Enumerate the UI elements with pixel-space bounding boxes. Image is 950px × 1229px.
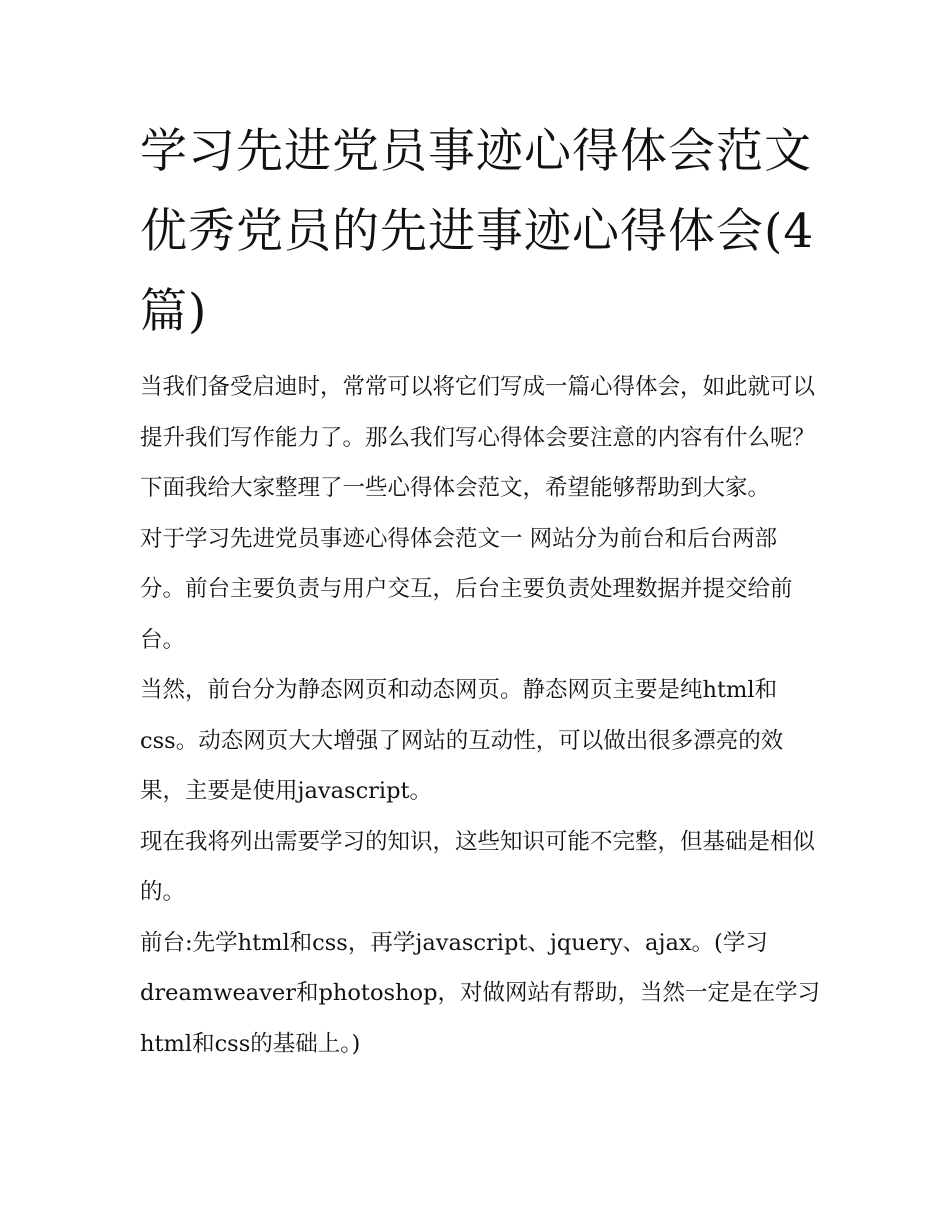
document-title: 学习先进党员事迹心得体会范文 优秀党员的先进事迹心得体会(4篇) <box>140 124 815 339</box>
paragraph-static-dynamic: 当然，前台分为静态网页和动态网页。静态网页主要是纯html和css。动态网页大大增强了网站的互动性，可以做出很多漂亮的效果，主要是使用javascript。 <box>140 677 784 804</box>
paragraph-frontend-backend: 对于学习先进党员事迹心得体会范文一 网站分为前台和后台两部分。前台主要负责与用户交互，后台主要负责处理数据并提交给前台。 <box>140 525 793 653</box>
paragraph-knowledge-list: 现在我将列出需要学习的知识，这些知识可能不完整，但基础是相似的。 <box>140 828 816 905</box>
paragraph-intro: 当我们备受启迪时，常常可以将它们写成一篇心得体会，如此就可以提升我们写作能力了。那么我们写心得体会要注意的内容有什么呢？下面我给大家整理了一些心得体会范文，希望能够帮助到大家。 <box>140 374 816 501</box>
document-page <box>140 112 820 1069</box>
paragraph-frontend-skills: 前台:先学html和css，再学javascript、jquery、ajax。(学习dreamweaver和photoshop，对做网站有帮助，当然一定是在学习html和css的基础上。) <box>140 929 821 1057</box>
